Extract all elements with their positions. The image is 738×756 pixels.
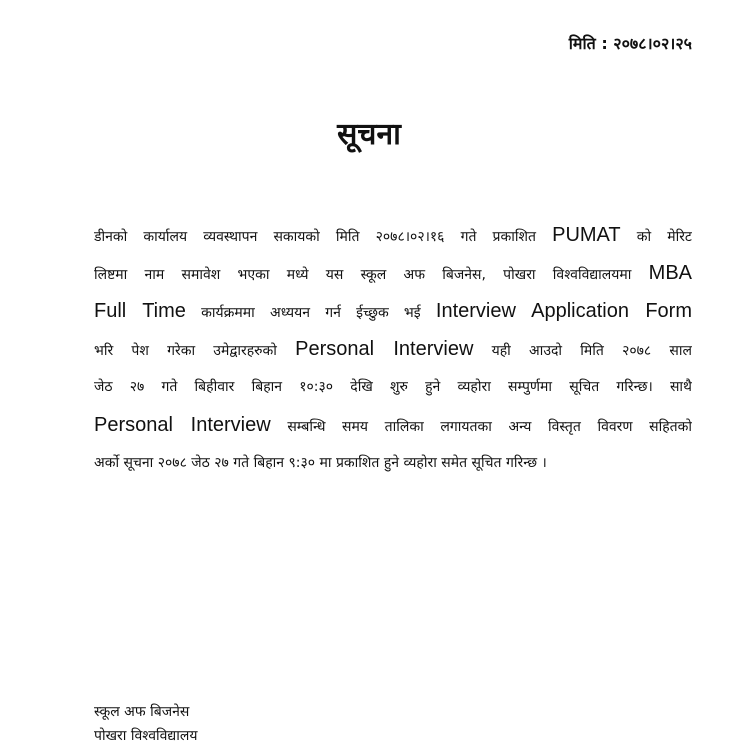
body-line-4: भरि पेश गरेका उमेद्वारहरुको Personal Interview यही आउदो मिति २०७८ साल <box>94 338 692 360</box>
body-line-6: Personal Interview सम्बन्धि समय तालिका लगायतका अन्य विस्तृत विवरण सहितको <box>94 414 692 436</box>
signature-university: पोखरा विश्वविद्यालय <box>94 728 198 744</box>
body-line-2: लिष्टमा नाम समावेश भएका मध्ये यस स्कूल अफ बिजनेस, पोखरा विश्वविद्यालयमा MBA <box>94 262 692 284</box>
body-line-3: Full Time कार्यक्रममा अध्ययन गर्न ईच्छुक भई Interview Application Form <box>94 300 692 322</box>
signature-block <box>94 700 197 748</box>
body-line-1: डीनको कार्यालय व्यवस्थापन सकायको मिति २०७८।०२।१६ गते प्रकाशित PUMAT को मेरिट <box>94 224 692 246</box>
notice-date: मिति : २०७८।०२।२५ <box>568 34 692 53</box>
signature-school: स्कूल अफ बिजनेस <box>94 704 190 720</box>
notice-title: सूचना <box>337 117 401 152</box>
body-line-7: अर्को सूचना २०७८ जेठ २७ गते बिहान ९:३० मा प्रकाशित हुने व्यहोरा समेत सूचित गरिन्छ । <box>94 455 547 471</box>
notice-body <box>94 216 692 482</box>
body-line-5: जेठ २७ गते बिहीवार बिहान १०:३० देखि शुरु हुने व्यहोरा सम्पुर्णमा सूचित गरिन्छ। साथै <box>94 379 692 395</box>
